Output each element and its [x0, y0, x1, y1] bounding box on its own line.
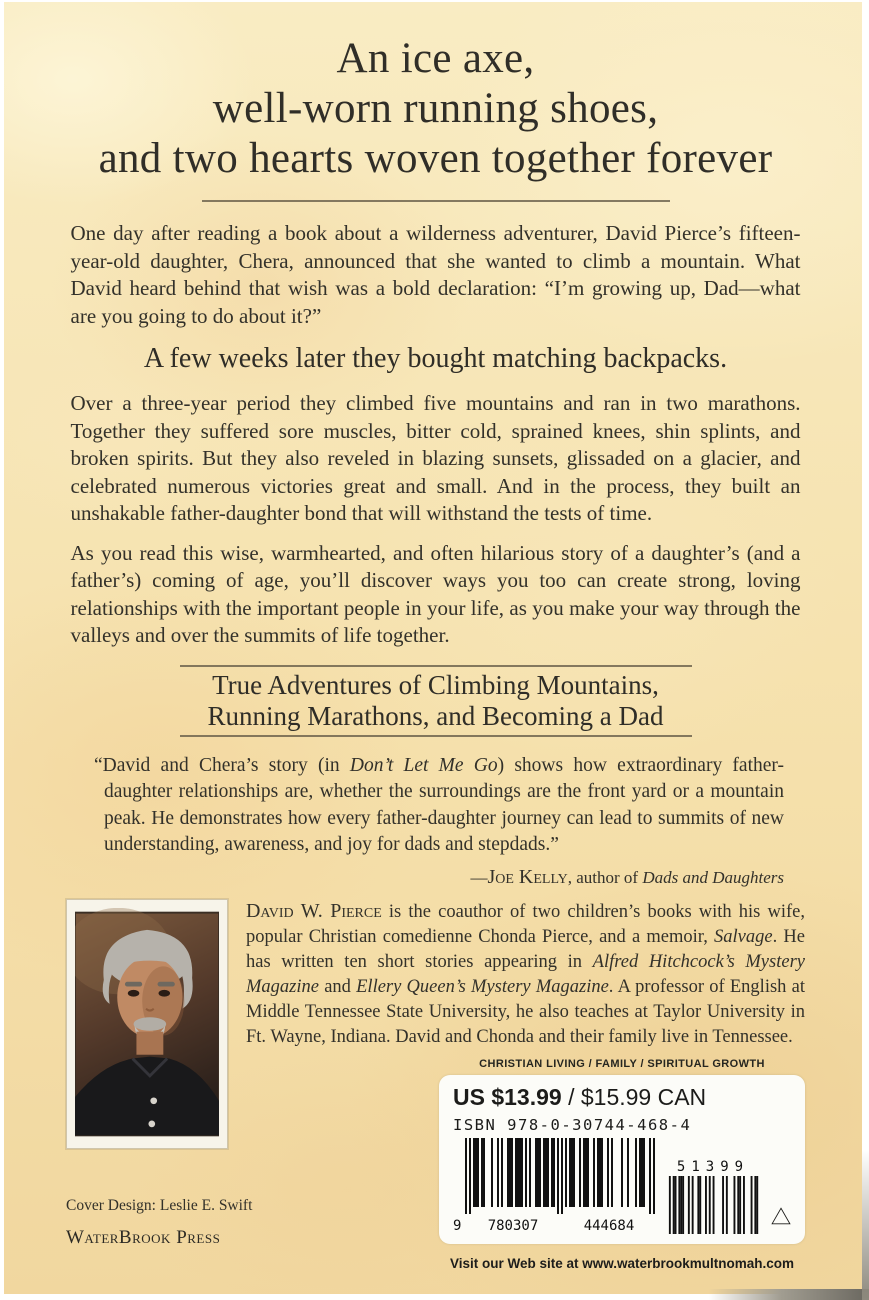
attribution-dash: — — [470, 867, 488, 887]
supplement-block — [667, 1159, 759, 1234]
tagline-line-1: True Adventures of Climbing Mountains, — [212, 669, 659, 700]
ean-digit-groups — [465, 1218, 657, 1234]
supplement-digits: 51399 — [676, 1159, 750, 1175]
website-line: Visit our Web site at www.waterbrookmultnomah.com — [449, 1256, 795, 1271]
ean-barcode-block — [453, 1138, 657, 1234]
price-line: US $13.99 / $15.99 CAN — [453, 1084, 707, 1110]
triangle-icon — [771, 1200, 791, 1232]
body-paragraph-3: As you read this wise, warmhearted, and often hilarious story of a daughter’s (and a father’s) coming of age, you’ll discover ways you too can create strong, loving relationships with the important people in your life, as you make your way through the valleys and over the summits of life together. — [70, 540, 801, 647]
review-quote-block — [94, 753, 784, 892]
attribution-name: Joe Kelly — [487, 865, 568, 888]
intro-paragraph: One day after reading a book about a wilderness adventurer, David Pierce’s fifteen-year-old daughter, Chera, announced that she wanted to climb a mountain. What David heard behind that wish was a bold declaration: “I’m growing up, Dad—what are you going to do about it?” — [70, 221, 801, 328]
barcode-box — [439, 1075, 805, 1244]
ean-group-2: 444684 — [583, 1218, 635, 1234]
headline — [66, 34, 805, 184]
barcode-area — [439, 1058, 805, 1271]
ean-group-1: 780307 — [487, 1218, 539, 1234]
author-bio: David W. Pierce is the coauthor of two children’s books with his wife, popular Christian comedienne Chonda Pierce, and a memoir, Salvage. He has written ten short stories appearing in Alfred Hitchcock’s Mystery Magazine and Ellery Queen’s Mystery Magazine. A professor of English at Middle Tennessee State University, he also teaches at Taylor University in Ft. Wayne, Indiana. David and Chonda and their family live in Tennessee. — [246, 900, 806, 1047]
pull-quote-line: A few weeks later they bought matching backpacks. — [143, 343, 728, 374]
body-paragraph-2: Over a three-year period they climbed five mountains and ran in two marathons. Together they suffered sore muscles, bitter cold, sprained knees, shin splints, and broken spirits. But they also reveled in blazing sunsets, glissaded on a glacier, and celebrated numerous victories great and small. And in the process, they built an unshakable father-daughter bond that will withstand the tests of time. — [70, 391, 801, 525]
scan-edge-bottom — [709, 1289, 869, 1300]
headline-line-2: well-worn running shoes, — [212, 85, 659, 132]
tagline-line-2: Running Marathons, and Becoming a Dad — [207, 700, 664, 731]
right-column — [246, 899, 805, 1271]
left-column — [66, 899, 253, 1271]
cover-design-credit: Cover Design: Leslie E. Swift — [66, 1197, 253, 1214]
author-photo — [66, 899, 228, 1149]
ean-barcode — [465, 1138, 657, 1214]
publisher-name: WaterBrook Press — [66, 1227, 221, 1248]
divider-rule — [180, 735, 692, 737]
review-attribution — [94, 864, 784, 892]
scan-edge-right — [862, 1150, 869, 1300]
divider-rule — [180, 665, 692, 667]
divider-rule — [202, 200, 670, 202]
ean-lead-digit: 9 — [453, 1218, 462, 1234]
back-cover — [4, 2, 862, 1294]
review-quote: “David and Chera’s story (in Don’t Let Me Go) shows how extraordinary father-daughter relationships are, whether the surroundings are the front yard or a mountain peak. He demonstrates how every father-daughter journey can lead to summits of new understanding, awareness, and joy for dads and stepdads.” — [94, 754, 785, 855]
attribution-book-title: Dads and Daughters — [642, 867, 784, 887]
author-section — [66, 899, 805, 1271]
headline-line-1: An ice axe, — [336, 35, 535, 82]
barcode-row — [453, 1138, 791, 1234]
ean-supplement-barcode — [667, 1176, 759, 1234]
isbn-line: ISBN 978-0-30744-468-4 — [453, 1116, 692, 1134]
tagline — [66, 670, 805, 732]
headline-line-3: and two hearts woven together forever — [98, 135, 773, 182]
attribution-role: , author of — [567, 867, 643, 887]
author-portrait-illustration — [75, 908, 219, 1140]
category-line: CHRISTIAN LIVING / FAMILY / SPIRITUAL GROWTH — [479, 1058, 765, 1070]
